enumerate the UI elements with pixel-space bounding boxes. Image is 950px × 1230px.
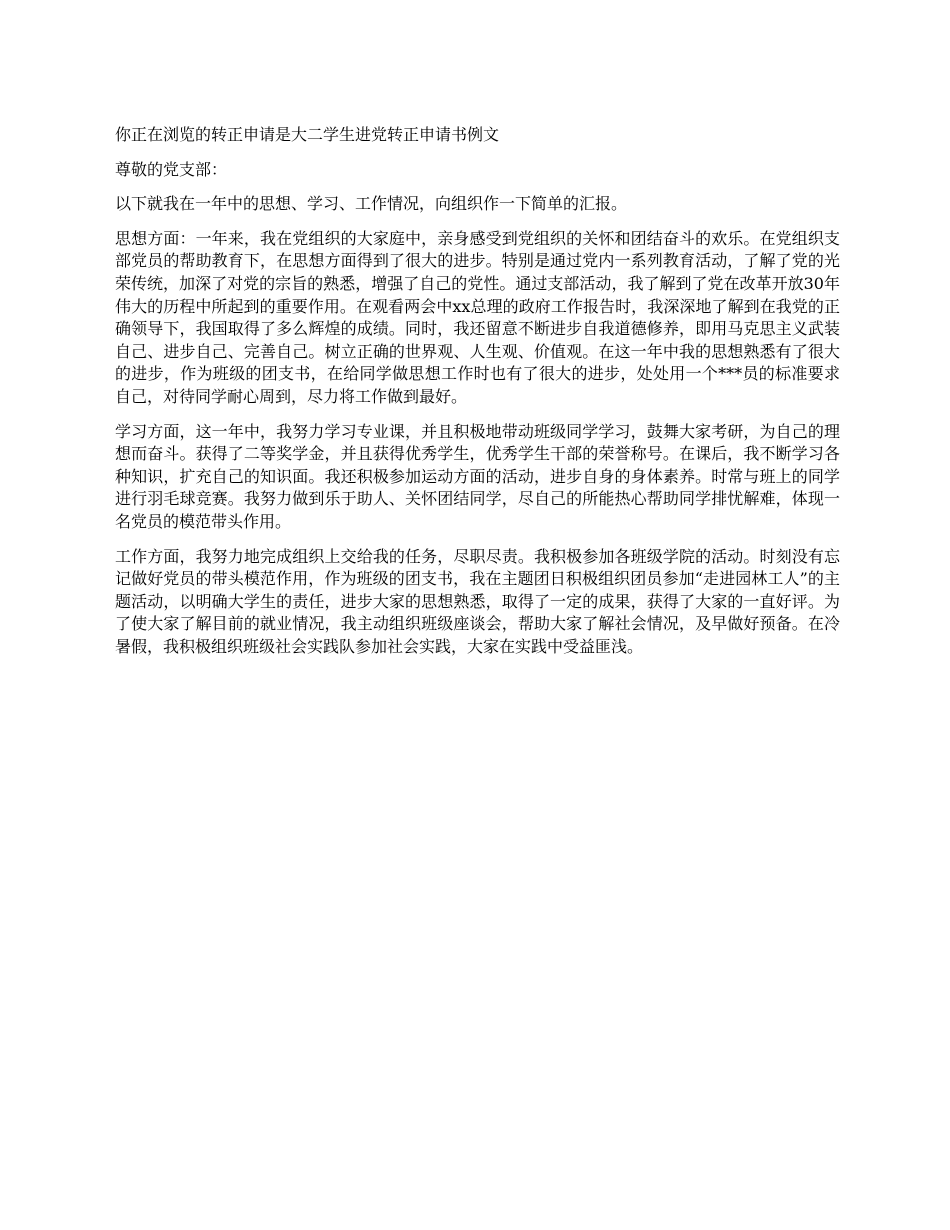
work-paragraph: 工作方面，我努力地完成组织上交给我的任务，尽职尽责。我积极参加各班级学院的活动。时刻没有忘记做好党员的带头模范作用，作为班级的团支书，我在主题团日积极组织团员参加“走进园林工人”的主题活动，以明确大学生的责任，进步大家的思想熟悉，取得了一定的成果，获得了大家的一直好评。为了使大家了解目前的就业情况，我主动组织班级座谈会，帮助大家了解社会情况，及早做好预备。在冷暑假，我积极组织班级社会实践队参加社会实践，大家在实践中受益匪浅。: [115, 546, 840, 656]
thought-paragraph: 思想方面：一年来，我在党组织的大家庭中，亲身感受到党组织的关怀和团结奋斗的欢乐。在党组织支部党员的帮助教育下，在思想方面得到了很大的进步。特别是通过党内一系列教育活动，了解了党的光荣传统，加深了对党的宗旨的熟悉，增强了自己的党性。通过支部活动，我了解到了党在改革开放30年伟大的历程中所起到的重要作用。在观看两会中xx总理的政府工作报告时，我深深地了解到在我党的正确领导下，我国取得了多么辉煌的成绩。同时，我还留意不断进步自我道德修养，即用马克思主义武装自己、进步自己、完善自己。树立正确的世界观、人生观、价值观。在这一年中我的思想熟悉有了很大的进步，作为班级的团支书，在给同学做思想工作时也有了很大的进步，处处用一个***员的标准要求自己，对待同学耐心周到，尽力将工作做到最好。: [115, 228, 840, 406]
salutation: 尊敬的党支部：: [115, 159, 228, 179]
intro-paragraph: 以下就我在一年中的思想、学习、工作情况，向组织作一下简单的汇报。: [115, 194, 628, 214]
study-paragraph: 学习方面，这一年中，我努力学习专业课，并且积极地带动班级同学学习，鼓舞大家考研，为自己的理想而奋斗。获得了二等奖学金，并且获得优秀学生，优秀学生干部的荣誉称号。在课后，我不断学习各种知识，扩充自己的知识面。我还积极参加运动方面的活动，进步自身的身体素养。时常与班上的同学进行羽毛球竞赛。我努力做到乐于助人、关怀团结同学，尽自己的所能热心帮助同学排忧解难，体现一名党员的模范带头作用。: [115, 421, 840, 531]
document-page: [115, 124, 840, 670]
document-title-line: 你正在浏览的转正申请是大二学生进党转正申请书例文: [115, 125, 500, 144]
